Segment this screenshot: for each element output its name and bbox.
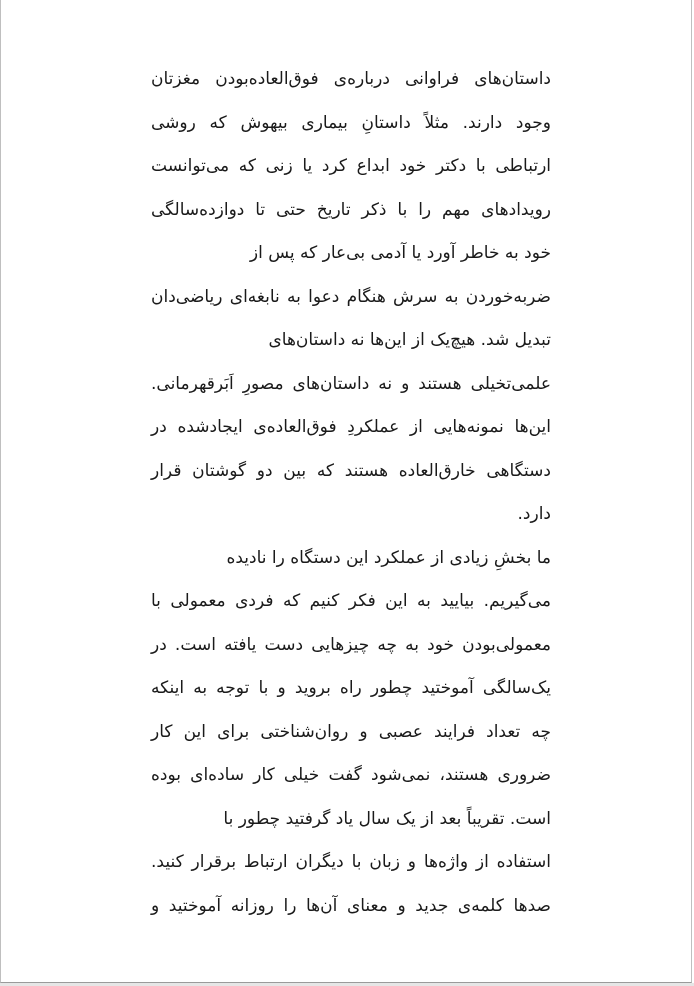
text-line-16: چه تعداد فرایند عصبی و روان‌شناختی برای این کار [151,721,551,742]
text-line-4: رویدادهای مهم را با ذکر تاریخ حتی تا دوازده‌سالگی [151,199,551,220]
text-line-17: ضروری هستند، نمی‌شود گفت خیلی کار ساده‌ای بوده [151,765,551,785]
text-line-10: دستگاهی خارق‌العاده هستند که بین دو گوشتان قرار [151,460,551,481]
text-line-18: است. تقریباً بعد از یک سال یاد گرفتید چطور با [223,808,551,829]
text-line-1: داستان‌های فراوانی درباره‌ی فوق‌العاده‌بودن مغزتان [151,69,551,89]
text-line-9: این‌ها نمونه‌هایی از عملکردِ فوق‌العاده‌ی ایجادشده در [151,417,551,437]
text-line-13: می‌گیریم. بیایید به این فکر کنیم که فردی معمولی با [151,591,551,611]
text-line-20: صدها کلمه‌ی جدید و معنای آن‌ها را روزانه آموختید و [151,895,551,916]
text-line-15: یک‌سالگی آموختید چطور راه بروید و با توجه به اینکه [151,678,551,698]
body-text [151,58,551,928]
text-line-3: ارتباطی با دکتر خود ابداع کرد یا زنی که می‌توانست [151,156,551,176]
text-line-7: تبدیل شد. هیچ‌یک از این‌ها نه داستان‌های [268,330,551,350]
text-line-5: خود به خاطر آورد یا آدمی بی‌عار که پس از [249,243,551,263]
text-line-6: ضربه‌خوردن به سرش هنگام دعوا به نابغه‌ای ریاضی‌دان [151,286,551,307]
text-line-11: دارد. [517,504,551,524]
text-line-12: ما بخشِ زیادی از عملکرد این دستگاه را نادیده [226,547,551,568]
text-line-19: استفاده از واژه‌ها و زبان با دیگران ارتباط برقرار کنید. [151,852,551,872]
text-line-14: معمولی‌بودن خود به چه چیزهایی دست یافته است. در [151,634,551,655]
text-line-8: علمی‌تخیلی هستند و نه داستان‌های مصورِ اَبَرقهرمانی. [151,373,551,394]
text-line-2: وجود دارند. مثلاً داستانِ بیماری بیهوش که روشی [151,112,551,133]
